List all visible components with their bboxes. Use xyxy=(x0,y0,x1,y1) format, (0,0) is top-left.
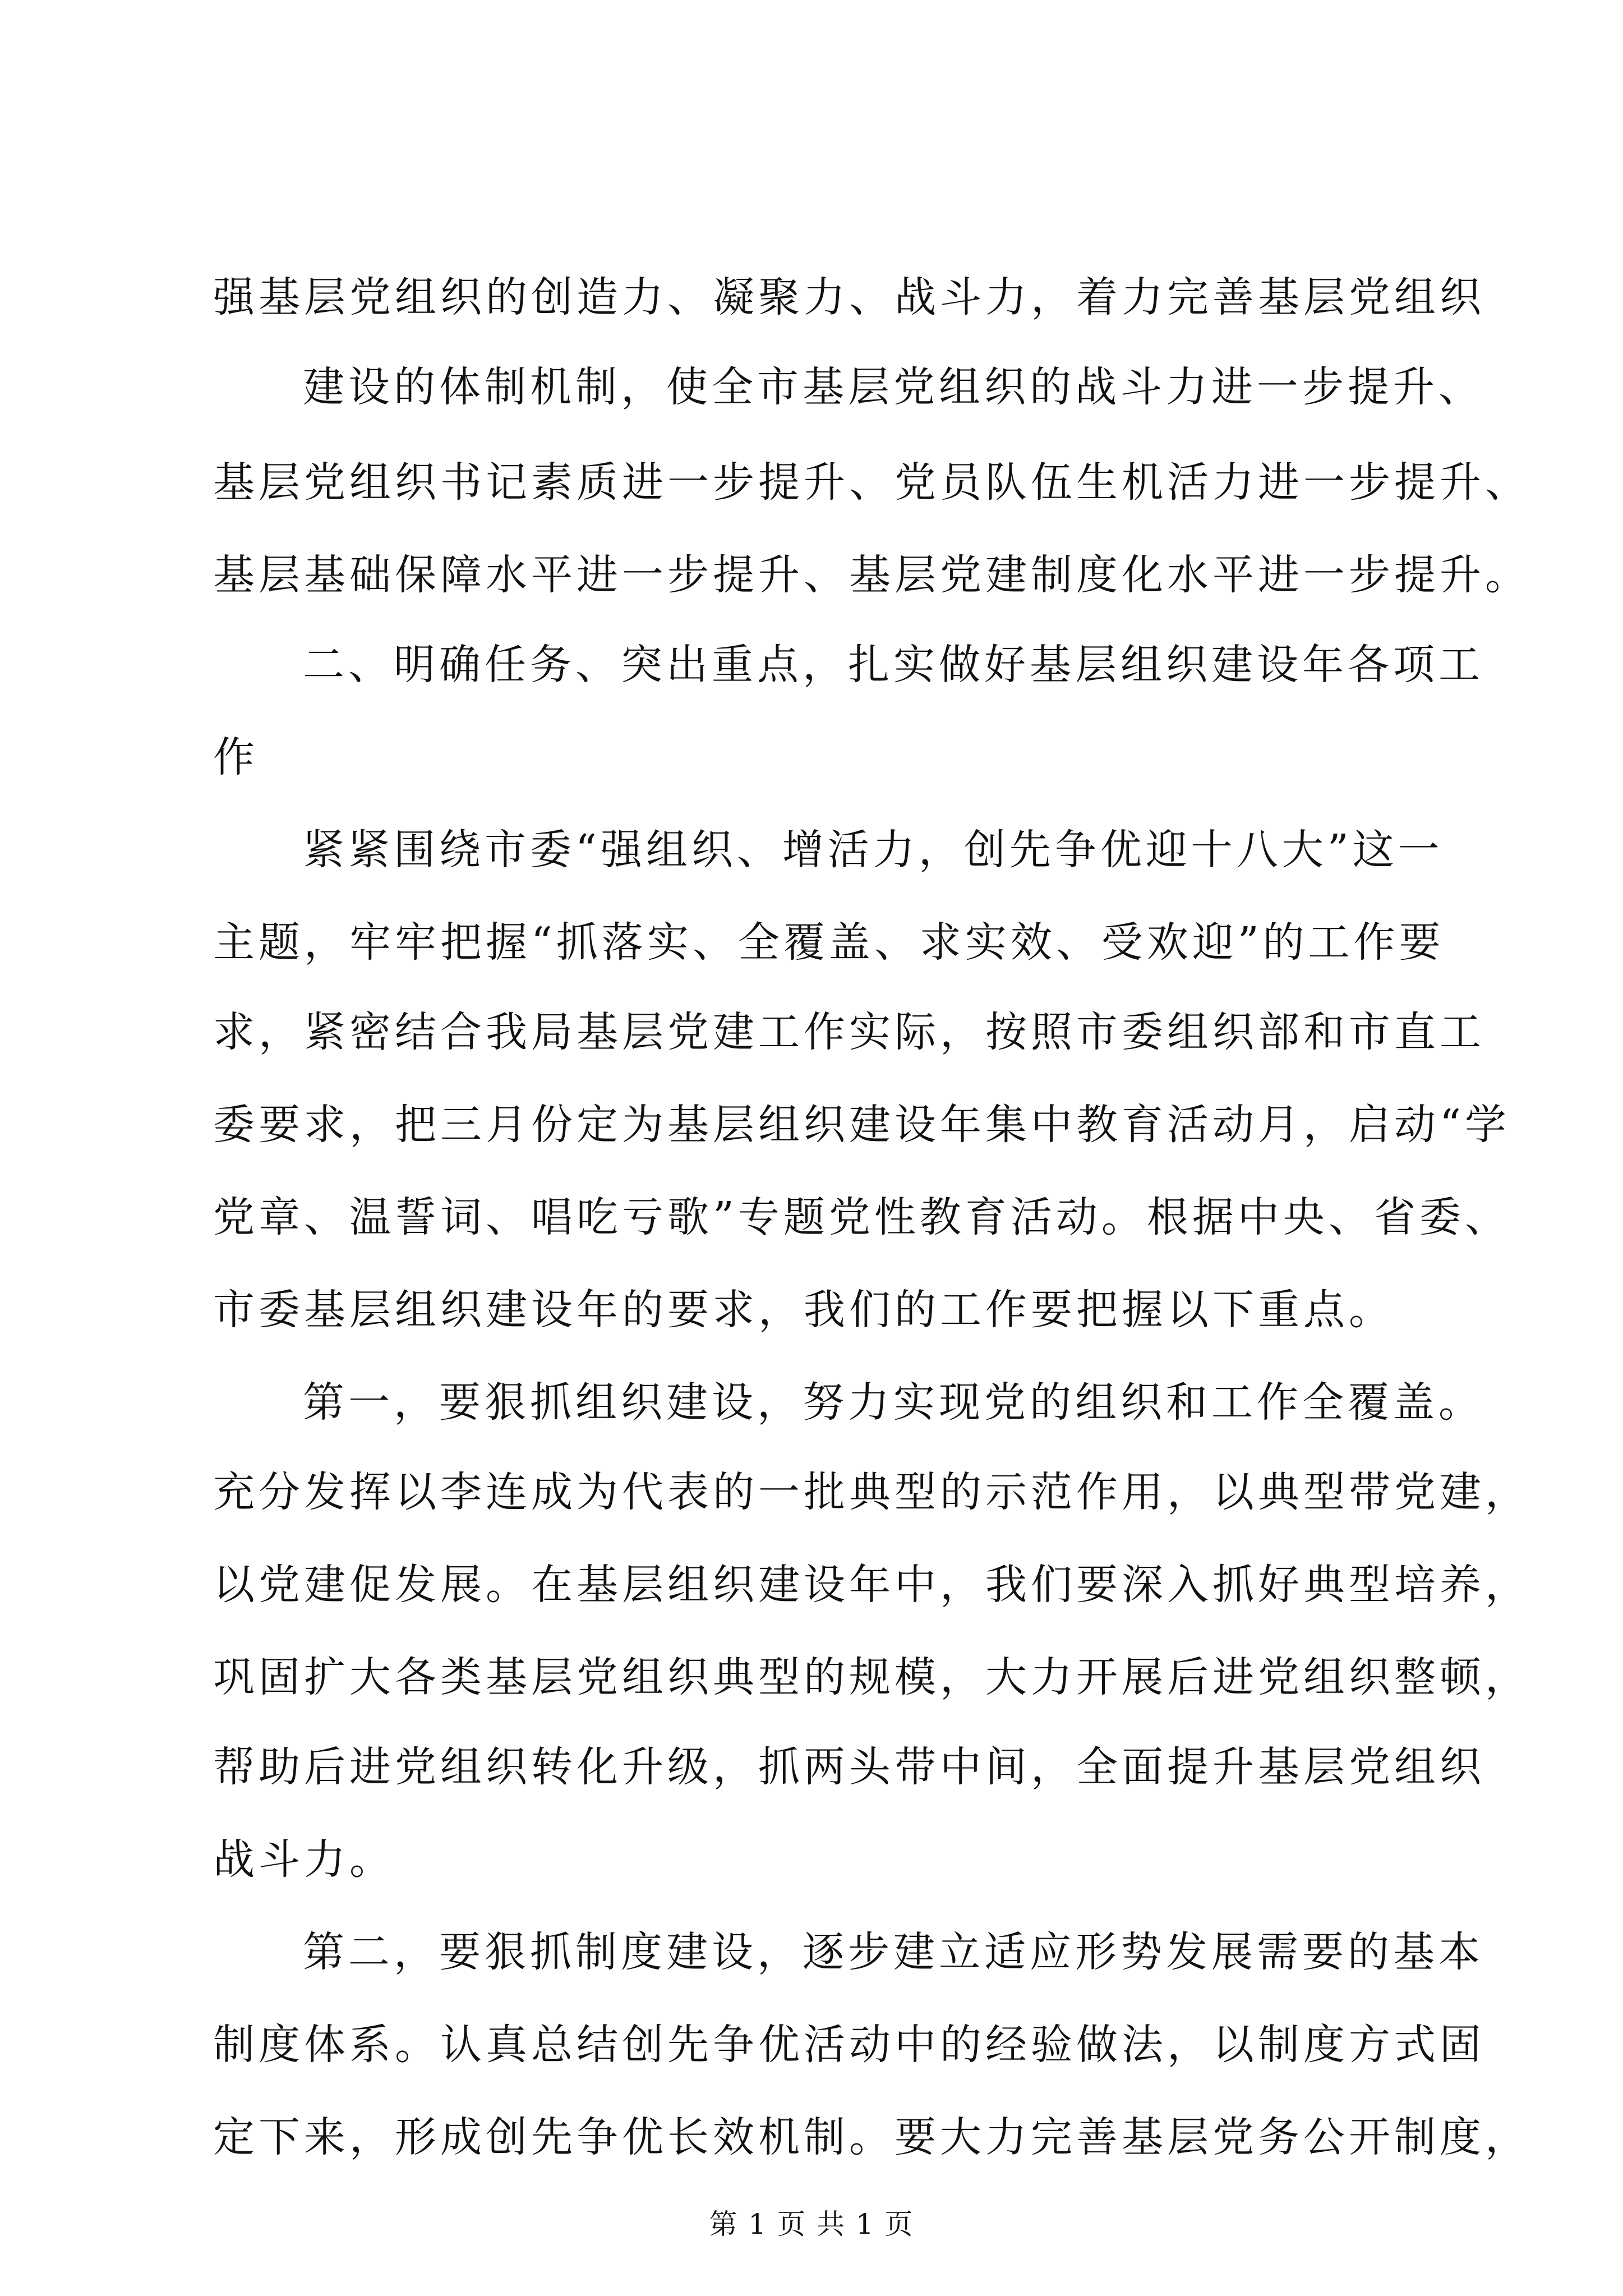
text-line-12: 市委基层组织建设年的要求，我们的工作要把握以下重点。 xyxy=(213,1286,1394,1334)
text-line-18: 战斗力。 xyxy=(213,1835,395,1884)
text-line-4: 基层基础保障水平进一步提升、基层党建制度化水平进一步提升。 xyxy=(213,551,1530,599)
text-line-7: 紧紧围绕市委“强组织、增活力，创先争优迎十八大”这一 xyxy=(303,826,1444,874)
text-line-16: 巩固扩大各类基层党组织典型的规模，大力开展后进党组织整顿， xyxy=(213,1653,1530,1701)
text-line-3: 基层党组织书记素质进一步提升、党员队伍生机活力进一步提升、 xyxy=(213,458,1530,507)
text-line-20: 制度体系。认真总结创先争优活动中的经验做法，以制度方式固 xyxy=(213,2021,1485,2069)
text-line-15: 以党建促发展。在基层组织建设年中，我们要深入抓好典型培养， xyxy=(213,1561,1530,1609)
text-line-14: 充分发挥以李连成为代表的一批典型的示范作用，以典型带党建， xyxy=(213,1468,1530,1516)
text-line-8: 主题，牢牢把握“抓落实、全覆盖、求实效、受欢迎”的工作要 xyxy=(213,918,1445,967)
text-line-11: 党章、温誓词、唱吃亏歌”专题党性教育活动。根据中央、省委、 xyxy=(213,1193,1510,1241)
text-line-19: 第二，要狠抓制度建设，逐步建立适应形势发展需要的基本 xyxy=(303,1928,1484,1976)
text-line-2: 建设的体制机制，使全市基层党组织的战斗力进一步提升、 xyxy=(303,363,1484,411)
text-line-9: 求，紧密结合我局基层党建工作实际，按照市委组织部和市直工 xyxy=(213,1008,1485,1056)
text-line-1: 强基层党组织的创造力、凝聚力、战斗力，着力完善基层党组织 xyxy=(213,273,1485,321)
page-footer: 第 1 页 共 1 页 xyxy=(709,2208,914,2240)
section-heading-line-1: 二、明确任务、突出重点，扎实做好基层组织建设年各项工 xyxy=(303,641,1484,689)
section-heading-line-2: 作 xyxy=(213,733,259,781)
text-line-17: 帮助后进党组织转化升级，抓两头带中间，全面提升基层党组织 xyxy=(213,1743,1485,1791)
text-line-10: 委要求，把三月份定为基层组织建设年集中教育活动月，启动“学 xyxy=(213,1101,1510,1149)
text-line-21: 定下来，形成创先争优长效机制。要大力完善基层党务公开制度， xyxy=(213,2113,1530,2161)
text-line-13: 第一，要狠抓组织建设，努力实现党的组织和工作全覆盖。 xyxy=(303,1378,1484,1427)
